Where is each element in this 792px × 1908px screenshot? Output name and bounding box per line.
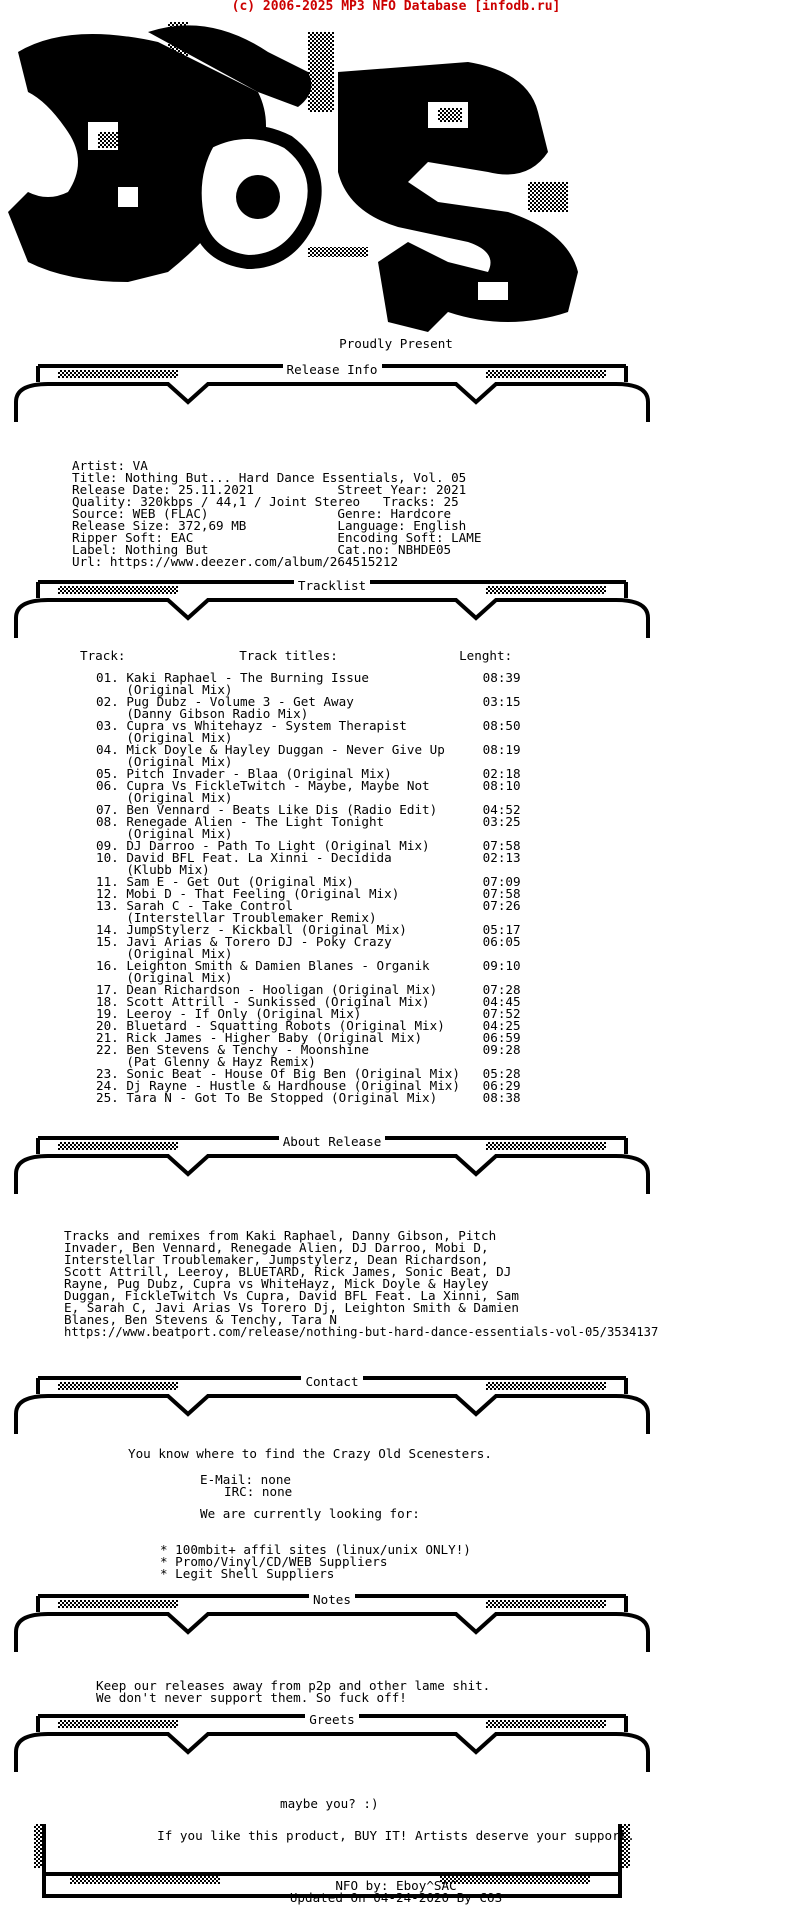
track-line: 24. Dj Rayne - Hustle & Hardhouse (Original Mix) 06:29 <box>96 1078 521 1093</box>
about-line: Tracks and remixes from Kaki Raphael, Danny Gibson, Pitch <box>64 1228 497 1243</box>
release-info-banner <box>8 362 656 434</box>
track-line: (Original Mix) <box>96 970 233 985</box>
track-line: 06. Cupra Vs FickleTwitch - Maybe, Maybe Not 08:10 <box>96 778 521 793</box>
notes-banner <box>8 1592 656 1664</box>
section-title: Greets <box>305 1712 359 1727</box>
track-line: 21. Rick James - Higher Baby (Original Mix) 06:59 <box>96 1030 521 1045</box>
track-line: (Original Mix) <box>96 790 233 805</box>
track-line: 14. JumpStylerz - Kickball (Original Mix) 05:17 <box>96 922 521 937</box>
about-line: Scott Attrill, Leeroy, BLUETARD, Rick James, Sonic Beat, DJ <box>64 1264 512 1279</box>
about-text <box>64 1218 519 1338</box>
info-line: Label: Nothing But Cat.no: NBHDE05 <box>72 542 452 557</box>
track-line: 05. Pitch Invader - Blaa (Original Mix) 02:18 <box>96 766 521 781</box>
section-title: Notes <box>309 1592 355 1607</box>
looking-list <box>160 1532 471 1592</box>
track-line: (Original Mix) <box>96 730 233 745</box>
track-line: 20. Bluetard - Squatting Robots (Original Mix) 04:25 <box>96 1018 521 1033</box>
contact-irc: IRC: none <box>224 1484 293 1499</box>
section-title: About Release <box>279 1134 386 1149</box>
list-item: * Promo/Vinyl/CD/WEB Suppliers <box>160 1554 388 1569</box>
track-line: 09. DJ Darroo - Path To Light (Original Mix) 07:58 <box>96 838 521 853</box>
track-line: 15. Javi Arias & Torero DJ - Poky Crazy 06:05 <box>96 934 521 949</box>
updated-line: Updated On 04-24-2020 By COS <box>289 1890 503 1905</box>
about-line: Duggan, FickleTwitch Vs Cupra, David BFL Feat. La Xinni, Sam <box>64 1288 519 1303</box>
track-line: 17. Dean Richardson - Hooligan (Original Mix) 07:28 <box>96 982 521 997</box>
about-line: Interstellar Troublemaker, Jumpstylerz, Dean Richardson, <box>64 1252 489 1267</box>
section-title: Release Info <box>283 362 382 377</box>
greets-banner <box>8 1712 656 1784</box>
track-line: (Pat Glenny & Hayz Remix) <box>96 1054 316 1069</box>
contact-banner <box>8 1374 656 1446</box>
contact-email: E-Mail: none <box>200 1472 291 1487</box>
copyright-header: (c) 2006-2025 MP3 NFO Database [infodb.ru] <box>231 0 561 14</box>
track-line: 22. Ben Stevens & Tenchy - Moonshine 09:28 <box>96 1042 521 1057</box>
track-line: (Original Mix) <box>96 754 233 769</box>
track-line: (Danny Gibson Radio Mix) <box>96 706 309 721</box>
about-line: E, Sarah C, Javi Arias Vs Torero Dj, Leighton Smith & Damien <box>64 1300 519 1315</box>
track-line: 01. Kaki Raphael - The Burning Issue 08:39 <box>96 670 521 685</box>
support-message: If you like this product, BUY IT! Artists deserve your support. <box>157 1828 635 1843</box>
info-line: Quality: 320kbps / 44,1 / Joint Stereo Tracks: 25 <box>72 494 459 509</box>
track-line: 12. Mobi D - That Feeling (Original Mix) 07:58 <box>96 886 521 901</box>
section-title: Tracklist <box>294 578 370 593</box>
notes-line: Keep our releases away from p2p and other lame shit. <box>96 1678 491 1693</box>
info-line: Ripper Soft: EAC Encoding Soft: LAME <box>72 530 482 545</box>
track-line: 10. David BFL Feat. La Xinni - Decidida 02:13 <box>96 850 521 865</box>
track-line: 25. Tara N - Got To Be Stopped (Original Mix) 08:38 <box>96 1090 521 1105</box>
about-line: Blanes, Ben Stevens & Tenchy, Tara N <box>64 1312 337 1327</box>
track-line: 13. Sarah C - Take Control 07:26 <box>96 898 521 913</box>
track-line: 19. Leeroy - If Only (Original Mix) 07:52 <box>96 1006 521 1021</box>
info-line: Title: Nothing But... Hard Dance Essentials, Vol. 05 <box>72 470 467 485</box>
about-line: Invader, Ben Vennard, Renegade Alien, DJ Darroo, Mobi D, <box>64 1240 489 1255</box>
track-line: (Interstellar Troublemaker Remix) <box>96 910 377 925</box>
track-line: 23. Sonic Beat - House Of Big Ben (Original Mix) 05:28 <box>96 1066 521 1081</box>
track-line: (Klubb Mix) <box>96 862 210 877</box>
contact-tagline: You know where to find the Crazy Old Scenesters. <box>128 1446 492 1461</box>
track-line: (Original Mix) <box>96 946 233 961</box>
track-line: 18. Scott Attrill - Sunkissed (Original Mix) 04:45 <box>96 994 521 1009</box>
info-line: Artist: VA <box>72 458 148 473</box>
info-line: Source: WEB (FLAC) Genre: Hardcore <box>72 506 452 521</box>
info-line: Release Size: 372,69 MB Language: English <box>72 518 467 533</box>
greets-text: maybe you? :) <box>280 1796 379 1811</box>
section-title: Contact <box>301 1374 362 1389</box>
release-info-block <box>72 448 481 580</box>
info-line: Release Date: 25.11.2021 Street Year: 2021 <box>72 482 467 497</box>
track-line: 04. Mick Doyle & Hayley Duggan - Never Give Up 08:19 <box>96 742 521 757</box>
track-line: (Original Mix) <box>96 682 233 697</box>
track-line: 16. Leighton Smith & Damien Blanes - Organik 09:10 <box>96 958 521 973</box>
info-line: Url: https://www.deezer.com/album/264515212 <box>72 554 399 569</box>
proudly-present: Proudly Present <box>339 336 453 351</box>
track-line: (Original Mix) <box>96 826 233 841</box>
nfo-by: NFO by: Eboy^SAC <box>335 1878 457 1893</box>
about-banner <box>8 1134 656 1206</box>
contact-looking: We are currently looking for: <box>200 1506 420 1521</box>
track-line: 08. Renegade Alien - The Light Tonight 03:25 <box>96 814 521 829</box>
cos-logo-art <box>8 12 648 332</box>
track-line: 03. Cupra vs Whitehayz - System Therapist 08:50 <box>96 718 521 733</box>
notes-line: We don't never support them. So fuck off! <box>96 1690 407 1705</box>
tracklist-banner <box>8 578 656 650</box>
track-list <box>96 672 521 1104</box>
track-line: 07. Ben Vennard - Beats Like Dis (Radio Edit) 04:52 <box>96 802 521 817</box>
about-line: Rayne, Pug Dubz, Cupra vs WhiteHayz, Mick Doyle & Hayley <box>64 1276 489 1291</box>
list-item: * Legit Shell Suppliers <box>160 1566 335 1581</box>
tracklist-header: Track: Track titles: Lenght: <box>80 648 513 663</box>
list-item: * 100mbit+ affil sites (linux/unix ONLY!) <box>160 1542 471 1557</box>
track-line: 11. Sam E - Get Out (Original Mix) 07:09 <box>96 874 521 889</box>
about-url[interactable]: https://www.beatport.com/release/nothing-but-hard-dance-essentials-vol-05/3534137 <box>64 1325 659 1339</box>
track-line: 02. Pug Dubz - Volume 3 - Get Away 03:15 <box>96 694 521 709</box>
notes-text <box>96 1668 490 1716</box>
